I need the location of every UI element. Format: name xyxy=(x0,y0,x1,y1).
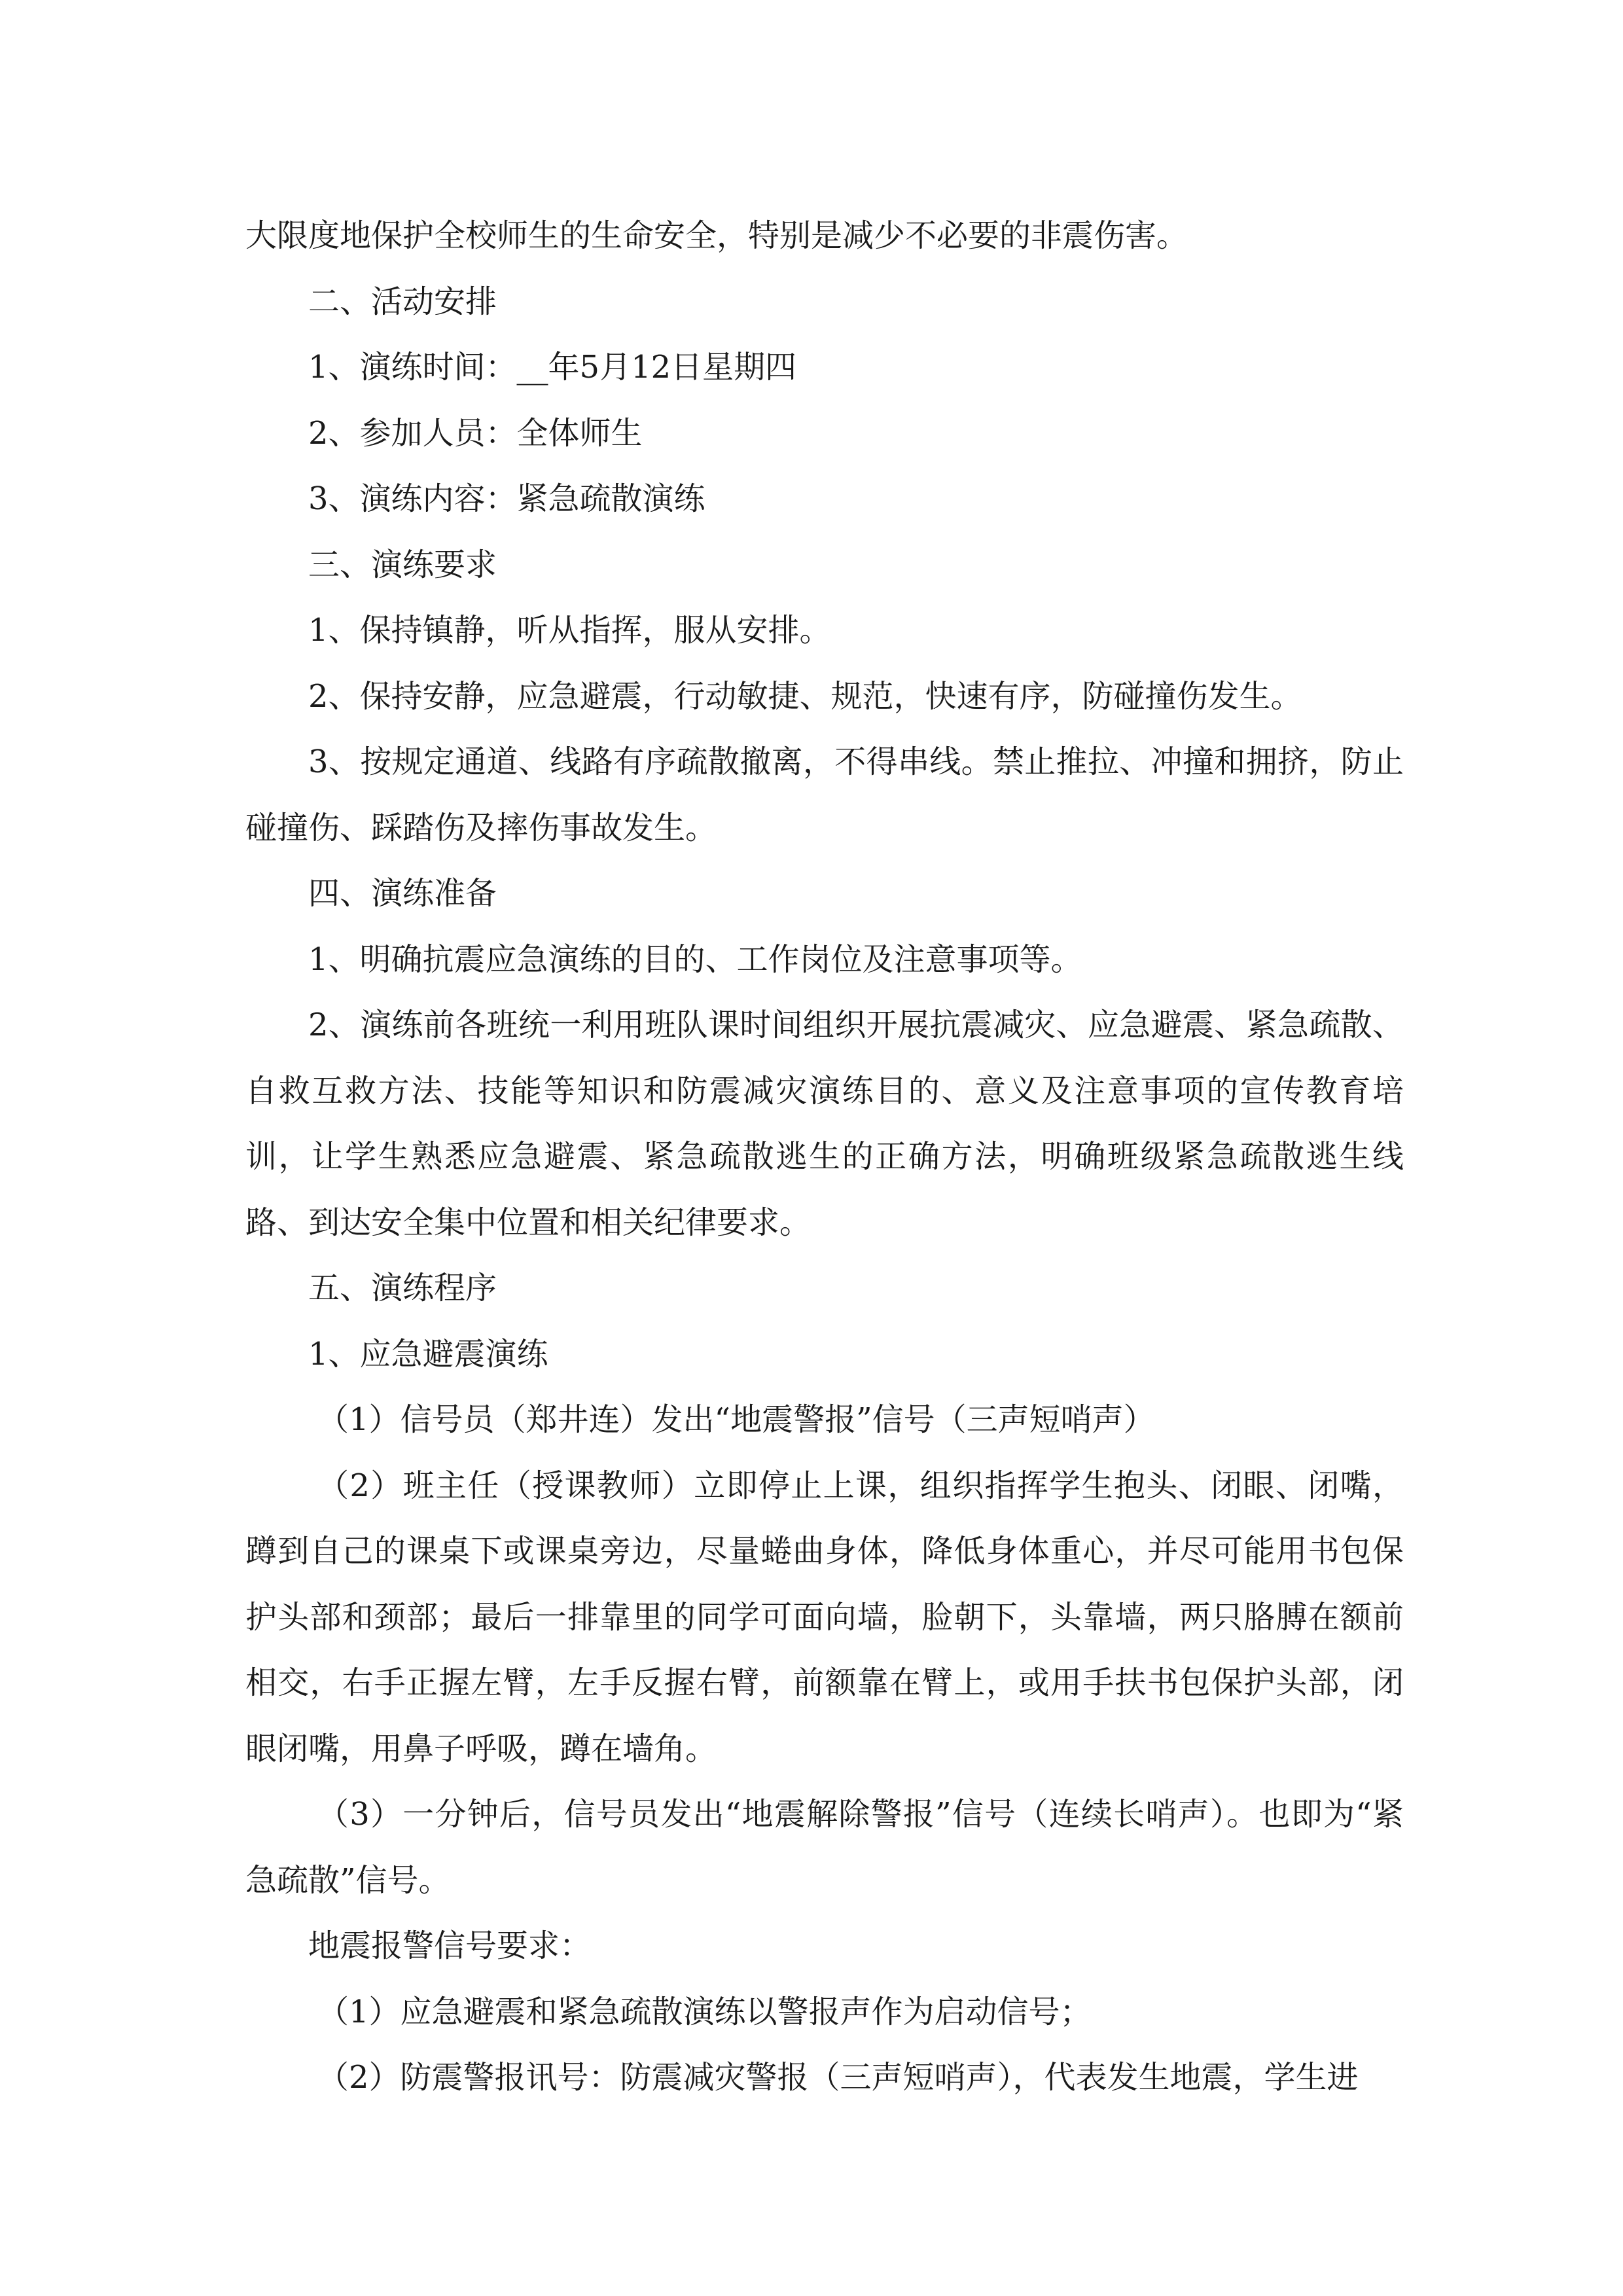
document-body xyxy=(245,203,1404,2111)
list-item-requirement-2: 2、保持安静，应急避震，行动敏捷、规范，快速有序，防碰撞伤发生。 xyxy=(308,677,1302,715)
section-heading-activity-arrangement: 二、活动安排 xyxy=(308,283,497,320)
procedure-step-3: （3）一分钟后，信号员发出“地震解除警报”信号（连续长哨声）。也即为“紧急疏散”信号。 xyxy=(245,1796,1404,1899)
procedure-step-1: （1）信号员（郑井连）发出“地震警报”信号（三声短哨声） xyxy=(317,1401,1155,1438)
section-heading-drill-procedure: 五、演练程序 xyxy=(308,1270,497,1306)
list-item-drill-content: 3、演练内容：紧急疏散演练 xyxy=(308,480,705,517)
list-item-drill-time: 1、演练时间：__年5月12日星期四 xyxy=(308,349,797,386)
paragraph-continuation: 大限度地保护全校师生的生命安全，特别是减少不必要的非震伤害。 xyxy=(245,217,1188,254)
list-item-preparation-2: 2、演练前各班统一利用班队课时间组织开展抗震减灾、应急避震、紧急疏散、自救互救方法、技能等知识和防震减灾演练目的、意义及注意事项的宣传教育培训，让学生熟悉应急避震、紧急疏散逃生的正确方法，明确班级紧急疏散逃生线路、到达安全集中位置和相关纪律要求。 xyxy=(245,1007,1404,1241)
subsection-heading-emergency-shelter-drill: 1、应急避震演练 xyxy=(308,1335,548,1372)
section-heading-drill-preparation: 四、演练准备 xyxy=(308,875,497,912)
list-item-requirement-3: 3、按规定通道、线路有序疏散撤离，不得串线。禁止推拉、冲撞和拥挤，防止碰撞伤、踩踏伤及摔伤事故发生。 xyxy=(245,744,1404,846)
procedure-step-2: （2）班主任（授课教师）立即停止上课，组织指挥学生抱头、闭眼、闭嘴，蹲到自己的课桌下或课桌旁边，尽量蜷曲身体，降低身体重心，并尽可能用书包保护头部和颈部；最后一排靠里的同学可面向墙，脸朝下，头靠墙，两只胳膊在额前相交，右手正握左臂，左手反握右臂，前额靠在臂上，或用手扶书包保护头部，闭眼闭嘴，用鼻子呼吸，蹲在墙角。 xyxy=(245,1467,1404,1767)
alarm-requirement-2: （2）防震警报讯号：防震减灾警报（三声短哨声），代表发生地震，学生进 xyxy=(317,2059,1359,2096)
list-item-preparation-1: 1、明确抗震应急演练的目的、工作岗位及注意事项等。 xyxy=(308,941,1082,978)
subsection-heading-alarm-signal-requirements: 地震报警信号要求： xyxy=(308,1928,592,1964)
list-item-requirement-1: 1、保持镇静，听从指挥，服从安排。 xyxy=(308,612,831,649)
alarm-requirement-1: （1）应急避震和紧急疏散演练以警报声作为启动信号； xyxy=(317,1993,1092,2030)
section-heading-drill-requirements: 三、演练要求 xyxy=(308,546,497,583)
list-item-participants: 2、参加人员：全体师生 xyxy=(308,414,643,452)
